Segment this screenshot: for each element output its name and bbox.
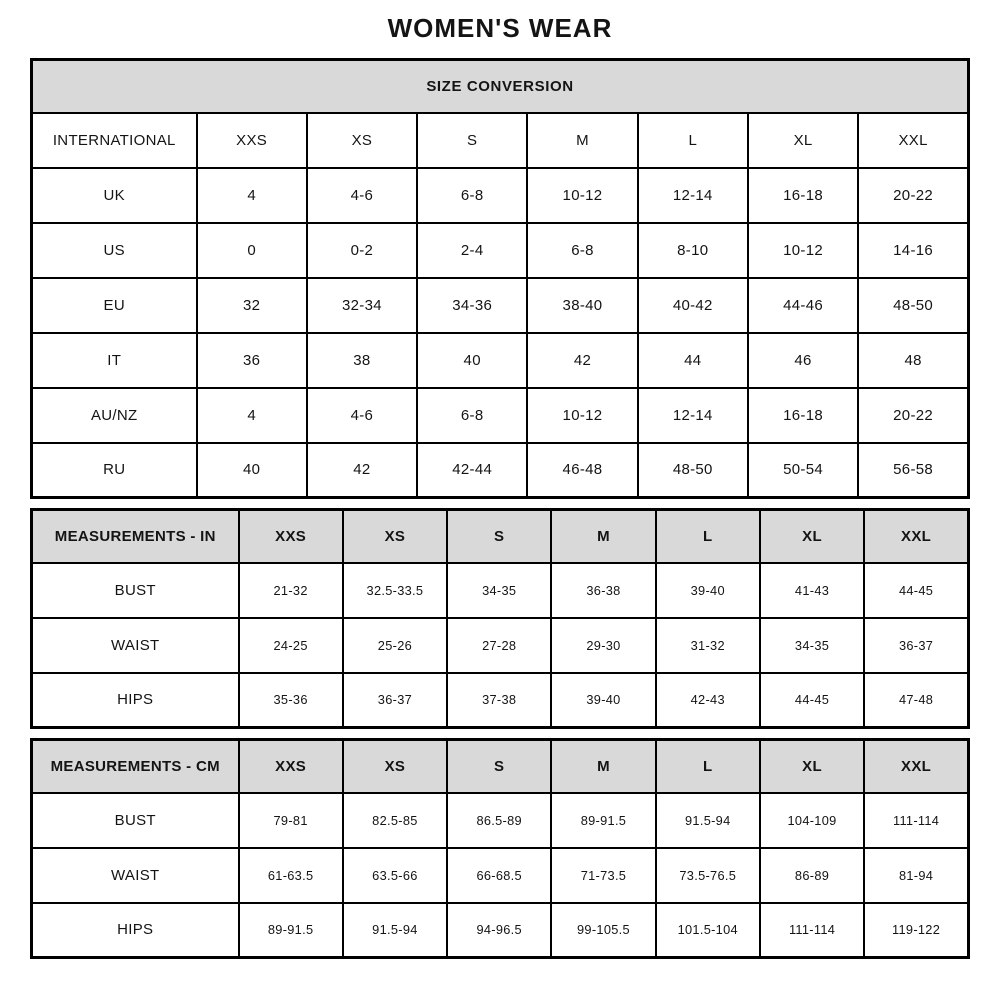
- table-row-ru: [32, 443, 969, 498]
- size-cell: 12-14: [638, 388, 748, 443]
- column-header-row: [32, 740, 969, 793]
- size-cell: 32-34: [307, 278, 417, 333]
- row-label: BUST: [32, 563, 239, 618]
- size-cell: 4-6: [307, 388, 417, 443]
- table-row-bust-in: [32, 563, 969, 618]
- measurements-in-table: [30, 508, 970, 729]
- measure-cell: 104-109: [760, 793, 864, 848]
- size-cell: 40: [197, 443, 307, 498]
- size-cell: 0-2: [307, 223, 417, 278]
- size-cell: 38: [307, 333, 417, 388]
- size-cell: 46: [748, 333, 858, 388]
- size-cell: 10-12: [527, 388, 637, 443]
- measure-cell: 66-68.5: [447, 848, 551, 903]
- size-cell: 10-12: [527, 168, 637, 223]
- table-row-bust-cm: [32, 793, 969, 848]
- size-cell: 6-8: [527, 223, 637, 278]
- measure-cell: 25-26: [343, 618, 447, 673]
- row-label: IT: [32, 333, 197, 388]
- size-cell: 6-8: [417, 168, 527, 223]
- size-cell: 2-4: [417, 223, 527, 278]
- measure-cell: 41-43: [760, 563, 864, 618]
- measure-cell: 101.5-104: [656, 903, 760, 958]
- size-cell: 48-50: [638, 443, 748, 498]
- row-label: UK: [32, 168, 197, 223]
- row-label: HIPS: [32, 903, 239, 958]
- column-header-l: L: [656, 510, 760, 563]
- size-cell: 44-46: [748, 278, 858, 333]
- measure-cell: 71-73.5: [551, 848, 655, 903]
- measure-cell: 29-30: [551, 618, 655, 673]
- measure-cell: 31-32: [656, 618, 760, 673]
- size-cell: 16-18: [748, 388, 858, 443]
- measure-cell: 36-37: [343, 673, 447, 728]
- measure-cell: 39-40: [551, 673, 655, 728]
- row-label: WAIST: [32, 848, 239, 903]
- column-header-xxl: XXL: [864, 740, 968, 793]
- row-label: AU/NZ: [32, 388, 197, 443]
- table-row-us: [32, 223, 969, 278]
- size-conversion-table: [30, 58, 970, 499]
- measure-cell: 86-89: [760, 848, 864, 903]
- column-header-row: [32, 510, 969, 563]
- measure-cell: 73.5-76.5: [656, 848, 760, 903]
- row-label: HIPS: [32, 673, 239, 728]
- measurements-cm-table: [30, 738, 970, 959]
- measure-cell: 91.5-94: [656, 793, 760, 848]
- measurements-in-title: MEASUREMENTS - IN: [32, 510, 239, 563]
- measure-cell: 63.5-66: [343, 848, 447, 903]
- column-header-xxs: XXS: [239, 510, 343, 563]
- size-cell: 4: [197, 168, 307, 223]
- measure-cell: 81-94: [864, 848, 968, 903]
- measure-cell: 24-25: [239, 618, 343, 673]
- size-cell: 32: [197, 278, 307, 333]
- measure-cell: 42-43: [656, 673, 760, 728]
- row-label: US: [32, 223, 197, 278]
- column-header-xl: XL: [760, 510, 864, 563]
- measure-cell: 111-114: [760, 903, 864, 958]
- size-cell: 8-10: [638, 223, 748, 278]
- measure-cell: 21-32: [239, 563, 343, 618]
- table-row-hips-cm: [32, 903, 969, 958]
- measure-cell: 34-35: [760, 618, 864, 673]
- size-cell: 20-22: [858, 388, 968, 443]
- measure-cell: 91.5-94: [343, 903, 447, 958]
- size-cell: 40-42: [638, 278, 748, 333]
- measure-cell: 82.5-85: [343, 793, 447, 848]
- size-cell: 4-6: [307, 168, 417, 223]
- size-cell: 42-44: [417, 443, 527, 498]
- size-cell: 12-14: [638, 168, 748, 223]
- page-title: WOMEN'S WEAR: [387, 13, 613, 43]
- column-header-m: M: [551, 740, 655, 793]
- measure-cell: 39-40: [656, 563, 760, 618]
- size-cell: 44: [638, 333, 748, 388]
- size-cell: 38-40: [527, 278, 637, 333]
- size-cell: 36: [197, 333, 307, 388]
- column-header-s: S: [447, 510, 551, 563]
- size-cell: 4: [197, 388, 307, 443]
- measure-cell: 86.5-89: [447, 793, 551, 848]
- column-header-xxl: XXL: [864, 510, 968, 563]
- table-row-aunz: [32, 388, 969, 443]
- size-cell: 16-18: [748, 168, 858, 223]
- table-row-eu: [32, 278, 969, 333]
- measure-cell: 89-91.5: [551, 793, 655, 848]
- size-conversion-title: SIZE CONVERSION: [32, 60, 969, 113]
- size-cell: 34-36: [417, 278, 527, 333]
- size-cell: 50-54: [748, 443, 858, 498]
- column-header-s: S: [447, 740, 551, 793]
- table-row-hips-in: [32, 673, 969, 728]
- measurements-cm-title: MEASUREMENTS - CM: [32, 740, 239, 793]
- measure-cell: 37-38: [447, 673, 551, 728]
- measure-cell: 79-81: [239, 793, 343, 848]
- column-header-international: INTERNATIONAL: [32, 113, 197, 168]
- size-cell: 14-16: [858, 223, 968, 278]
- size-cell: 48: [858, 333, 968, 388]
- measure-cell: 27-28: [447, 618, 551, 673]
- column-header-l: L: [638, 113, 748, 168]
- measure-cell: 36-37: [864, 618, 968, 673]
- size-cell: 42: [307, 443, 417, 498]
- size-cell: 20-22: [858, 168, 968, 223]
- row-label: EU: [32, 278, 197, 333]
- measure-cell: 89-91.5: [239, 903, 343, 958]
- table-row-waist-cm: [32, 848, 969, 903]
- column-header-xs: XS: [307, 113, 417, 168]
- table-title-row: [32, 60, 969, 113]
- column-header-m: M: [527, 113, 637, 168]
- size-cell: 42: [527, 333, 637, 388]
- measure-cell: 32.5-33.5: [343, 563, 447, 618]
- measure-cell: 47-48: [864, 673, 968, 728]
- measure-cell: 36-38: [551, 563, 655, 618]
- measure-cell: 34-35: [447, 563, 551, 618]
- column-header-xs: XS: [343, 740, 447, 793]
- size-cell: 40: [417, 333, 527, 388]
- column-header-xxs: XXS: [197, 113, 307, 168]
- table-row-it: [32, 333, 969, 388]
- measure-cell: 44-45: [760, 673, 864, 728]
- measure-cell: 94-96.5: [447, 903, 551, 958]
- table-row-uk: [32, 168, 969, 223]
- measure-cell: 44-45: [864, 563, 968, 618]
- size-cell: 10-12: [748, 223, 858, 278]
- column-header-xl: XL: [760, 740, 864, 793]
- size-cell: 48-50: [858, 278, 968, 333]
- size-cell: 46-48: [527, 443, 637, 498]
- table-row-waist-in: [32, 618, 969, 673]
- column-header-s: S: [417, 113, 527, 168]
- size-cell: 56-58: [858, 443, 968, 498]
- column-header-m: M: [551, 510, 655, 563]
- measure-cell: 99-105.5: [551, 903, 655, 958]
- row-label: RU: [32, 443, 197, 498]
- measure-cell: 119-122: [864, 903, 968, 958]
- row-label: WAIST: [32, 618, 239, 673]
- column-header-l: L: [656, 740, 760, 793]
- column-header-xs: XS: [343, 510, 447, 563]
- column-header-row: [32, 113, 969, 168]
- measure-cell: 35-36: [239, 673, 343, 728]
- size-cell: 0: [197, 223, 307, 278]
- row-label: BUST: [32, 793, 239, 848]
- measure-cell: 61-63.5: [239, 848, 343, 903]
- column-header-xxl: XXL: [858, 113, 968, 168]
- size-cell: 6-8: [417, 388, 527, 443]
- column-header-xxs: XXS: [239, 740, 343, 793]
- measure-cell: 111-114: [864, 793, 968, 848]
- column-header-xl: XL: [748, 113, 858, 168]
